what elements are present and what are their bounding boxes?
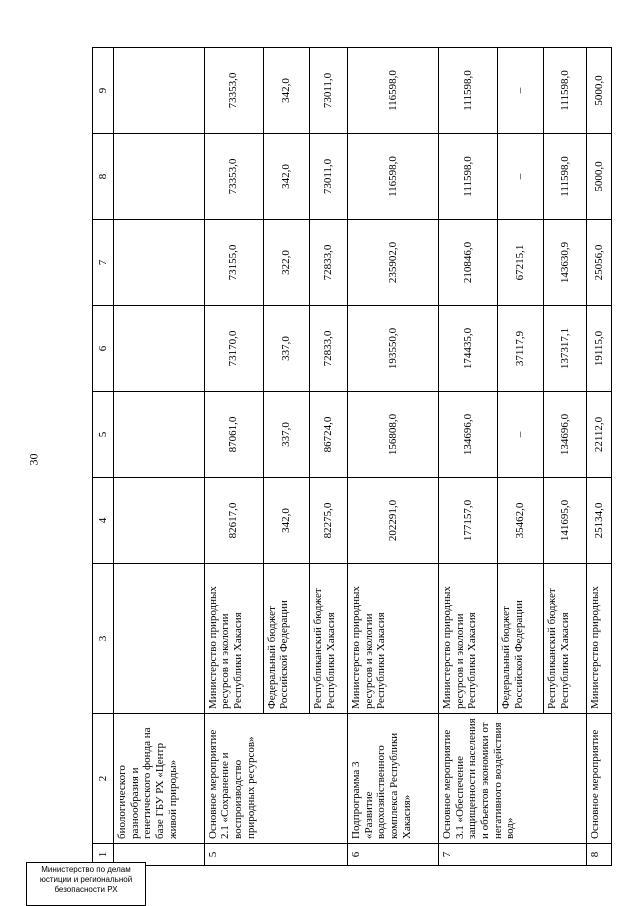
value-cell: 73011,0 — [310, 134, 348, 220]
value-cell: 337,0 — [263, 392, 309, 478]
value-cell: 177157,0 — [438, 478, 497, 564]
value-cell: 72833,0 — [310, 220, 348, 306]
table-row — [348, 48, 439, 866]
value-cell: 202291,0 — [348, 478, 439, 564]
page-number: 30 — [26, 453, 41, 466]
value-cell: 342,0 — [263, 48, 309, 134]
measure-name: Подпрограмма 3 «Развитие водохозяйственного комплекса Республики Хакасия» — [348, 714, 439, 844]
value-cell: 193550,0 — [348, 306, 439, 392]
value-cell: 116598,0 — [348, 48, 439, 134]
stamp-line: безопасности РХ — [54, 885, 118, 894]
value-cell: 235902,0 — [348, 220, 439, 306]
budget-table — [92, 47, 612, 866]
rotated-table-frame — [92, 48, 612, 866]
value-cell: 111598,0 — [438, 48, 497, 134]
value-cell: – — [498, 48, 544, 134]
value-cell: 67215,1 — [498, 220, 544, 306]
value-cell — [114, 478, 205, 564]
value-cell: 72833,0 — [310, 306, 348, 392]
header-cell: 6 — [93, 306, 114, 392]
header-cell: 4 — [93, 478, 114, 564]
header-cell: 7 — [93, 220, 114, 306]
table-row — [114, 48, 205, 866]
value-cell: 37117,9 — [498, 306, 544, 392]
value-cell: 73353,0 — [204, 134, 263, 220]
header-row — [93, 48, 114, 866]
registration-stamp — [26, 862, 146, 906]
table-row — [586, 48, 611, 866]
header-cell: 9 — [93, 48, 114, 134]
measure-name: Основное мероприятие 3.1 «Обеспечение защищенности населения и объектов экономики от негативного воздействия вод» — [438, 714, 586, 844]
value-cell: 5000,0 — [586, 48, 611, 134]
value-cell — [114, 134, 205, 220]
header-cell: 2 — [93, 714, 114, 844]
table-row — [438, 48, 497, 866]
value-cell: 337,0 — [263, 306, 309, 392]
table-container — [92, 48, 612, 866]
value-cell: 86724,0 — [310, 392, 348, 478]
row-number: 6 — [348, 844, 439, 866]
value-cell: 73170,0 — [204, 306, 263, 392]
table-row — [204, 48, 263, 866]
value-cell: – — [498, 392, 544, 478]
funding-source: Министерство природных ресурсов и экологии Республики Хакасия — [348, 564, 439, 714]
value-cell — [114, 48, 205, 134]
header-cell: 5 — [93, 392, 114, 478]
funding-source: Министерство природных ресурсов и экологии Республики Хакасия — [438, 564, 497, 714]
value-cell: 5000,0 — [586, 134, 611, 220]
value-cell: 137317,1 — [544, 306, 586, 392]
stamp-line: юстиции и региональной — [39, 875, 133, 884]
value-cell: 143630,9 — [544, 220, 586, 306]
value-cell — [114, 392, 205, 478]
row-number: 5 — [204, 844, 347, 866]
value-cell: 73353,0 — [204, 48, 263, 134]
value-cell: 35462,0 — [498, 478, 544, 564]
header-cell: 1 — [93, 844, 114, 866]
measure-name: Основное мероприятие 2.1 «Сохранение и воспроизводство природных ресурсов» — [204, 714, 347, 844]
funding-source: Республиканский бюджет Республики Хакасия — [310, 564, 348, 714]
value-cell: 111598,0 — [544, 48, 586, 134]
value-cell: 87061,0 — [204, 392, 263, 478]
value-cell: 342,0 — [263, 478, 309, 564]
value-cell: 322,0 — [263, 220, 309, 306]
funding-source: Федеральный бюджет Российской Федерации — [263, 564, 309, 714]
measure-name: биологического разнообразия и генетического фонда на базе ГБУ РХ «Центр живой природы» — [114, 714, 205, 844]
value-cell: 82275,0 — [310, 478, 348, 564]
funding-source: Министерство природных ресурсов и экологии Республики Хакасия — [204, 564, 263, 714]
value-cell: 111598,0 — [438, 134, 497, 220]
funding-source: Федеральный бюджет Российской Федерации — [498, 564, 544, 714]
funding-source — [114, 564, 205, 714]
header-cell: 3 — [93, 564, 114, 714]
value-cell: 25056,0 — [586, 220, 611, 306]
value-cell: 210846,0 — [438, 220, 497, 306]
value-cell: 19115,0 — [586, 306, 611, 392]
value-cell: 82617,0 — [204, 478, 263, 564]
value-cell: 156808,0 — [348, 392, 439, 478]
measure-name: Основное мероприятие — [586, 714, 611, 844]
value-cell: 73155,0 — [204, 220, 263, 306]
stamp-line: Министерство по делам — [41, 865, 131, 874]
value-cell: 73011,0 — [310, 48, 348, 134]
row-number: 8 — [586, 844, 611, 866]
value-cell: 134696,0 — [544, 392, 586, 478]
value-cell: 111598,0 — [544, 134, 586, 220]
funding-source: Министерство природных — [586, 564, 611, 714]
funding-source: Республиканский бюджет Республики Хакасия — [544, 564, 586, 714]
value-cell: 342,0 — [263, 134, 309, 220]
value-cell — [114, 220, 205, 306]
value-cell: 116598,0 — [348, 134, 439, 220]
header-cell: 8 — [93, 134, 114, 220]
value-cell: 22112,0 — [586, 392, 611, 478]
value-cell: – — [498, 134, 544, 220]
value-cell: 134696,0 — [438, 392, 497, 478]
value-cell: 174435,0 — [438, 306, 497, 392]
value-cell: 25134,0 — [586, 478, 611, 564]
row-number: 7 — [438, 844, 586, 866]
value-cell: 141695,0 — [544, 478, 586, 564]
value-cell — [114, 306, 205, 392]
